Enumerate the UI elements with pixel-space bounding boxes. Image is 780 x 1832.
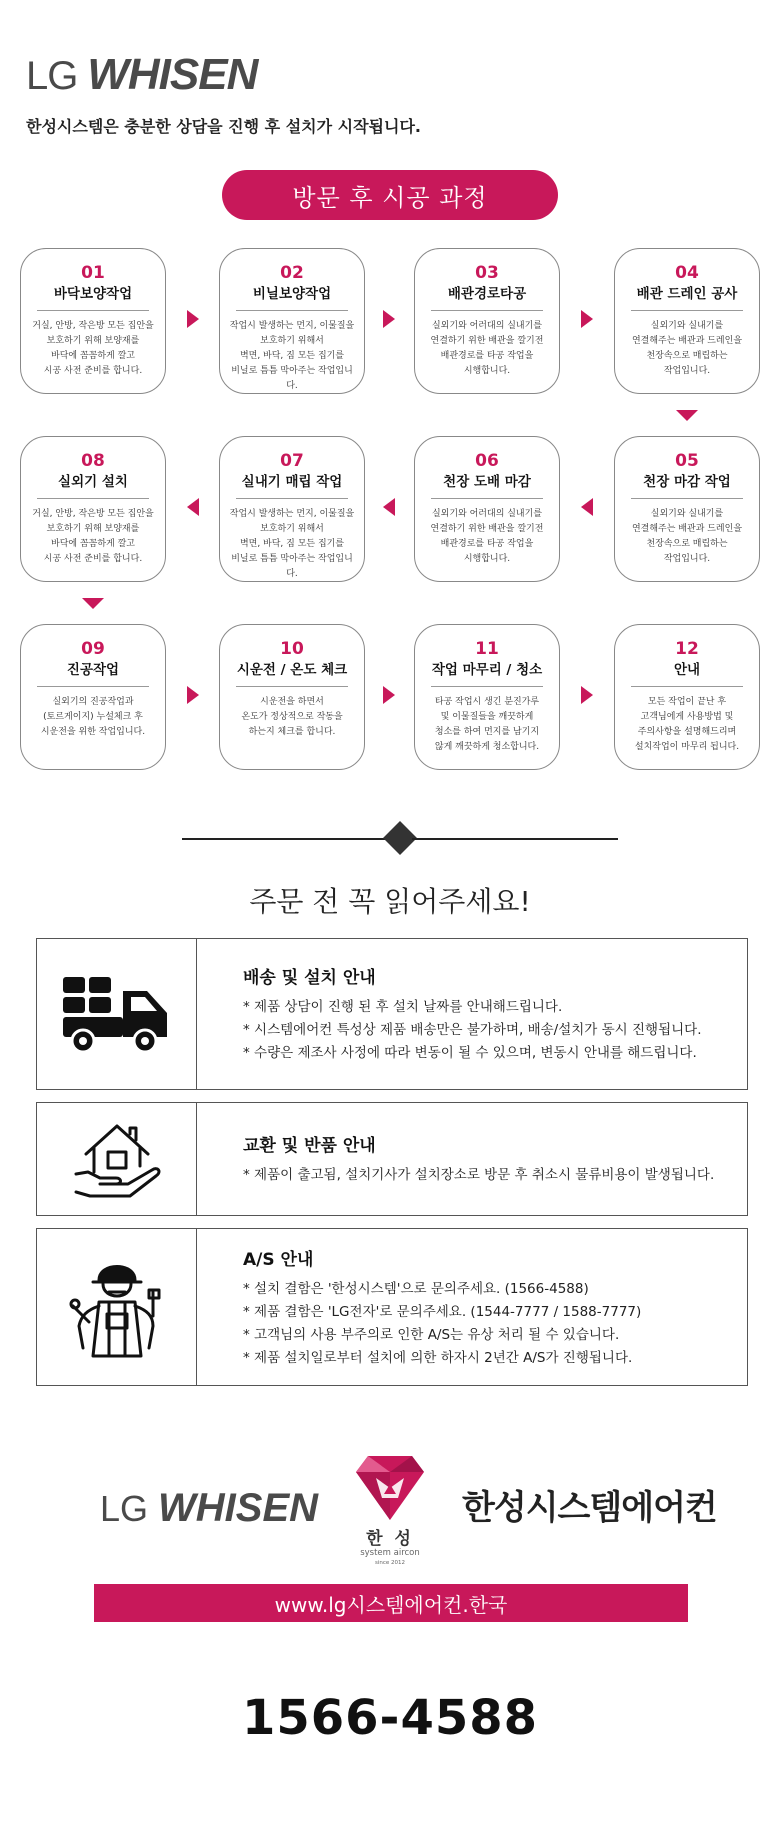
hansung-mark-name: 한 성 [366,1529,414,1549]
step-title: 안내 [673,662,701,678]
delivery-heading: 배송 및 설치 안내 [243,968,376,988]
step-description: 실외기와 실내기를 연결해주는 배관과 드레인을 천장속으로 매립하는 작업입니다. [631,321,743,376]
step-divider [431,686,543,687]
exchange-info-box [36,1102,748,1216]
step-number: 11 [475,639,499,659]
process-step-card [219,624,365,770]
arrow-right-icon [581,310,593,328]
step-title: 배관 드레인 공사 [636,286,738,302]
process-step-card [219,436,365,582]
house-hand-icon [37,1103,197,1215]
arrow-right-icon [187,686,199,704]
process-step-card [414,624,560,770]
step-title: 배관경로타공 [447,286,527,302]
arrow-right-icon [383,310,395,328]
notice-title: 주문 전 꼭 읽어주세요! [249,885,531,918]
step-title: 시운전 / 온도 체크 [236,662,348,678]
step-number: 08 [81,451,105,471]
as-line: * 제품 설치일로부터 설치에 의한 하자시 2년간 A/S가 진행됩니다. [243,1349,633,1366]
arrow-right-icon [383,686,395,704]
arrow-down-icon [82,598,104,609]
process-step-card [614,248,760,394]
exchange-line: * 제품이 출고됨, 설치기사가 설치장소로 방문 후 취소시 물류비용이 발생됩니다. [243,1167,715,1183]
step-description: 모든 작업이 끝난 후 고객님에게 사용방법 및 주의사항을 설명해드리며 설치작업이 마무리 됩니다. [634,697,740,752]
step-title: 천장 마감 작업 [643,474,731,490]
step-description: 작업시 발생하는 먼지, 이물질을 보호하기 위해서 벽면, 바닥, 짐 모든 집기를 비닐로 틈틈 막아주는 작업입니다. [229,321,355,391]
step-number: 04 [675,263,699,283]
as-line: * 제품 결함은 'LG전자'로 문의주세요. (1544-7777 / 1588-7777) [243,1303,642,1320]
logo-whisen-text: WHISEN [87,50,258,99]
logo-lg-text: LG [26,54,78,98]
footer-lg-whisen-logo [100,1486,318,1531]
step-title: 진공작업 [66,662,120,678]
step-description: 작업시 발생하는 먼지, 이물질을 보호하기 위해서 벽면, 바닥, 짐 모든 집기를 비닐로 틈틈 막아주는 작업입니다. [229,509,355,579]
process-step-card [219,248,365,394]
process-step-card [614,624,760,770]
delivery-line: * 제품 상담이 진행 된 후 설치 날짜를 안내해드립니다. [243,999,563,1015]
process-step-card [20,248,166,394]
step-number: 10 [280,639,304,659]
process-step-card [614,436,760,582]
step-number: 01 [81,263,105,283]
delivery-info-box [36,938,748,1090]
step-description: 거실, 안방, 작은방 모든 집안을 보호하기 위해 보양재를 바닥에 꼼꼼하게 깔고 시공 사전 준비를 합니다. [32,321,154,376]
as-line: * 고객님의 사용 부주의로 인한 A/S는 유상 처리 될 수 있습니다. [243,1326,620,1343]
arrow-left-icon [187,498,199,516]
worker-icon [37,1229,197,1385]
as-info-box [36,1228,748,1386]
step-divider [431,498,543,499]
step-divider [236,310,348,311]
divider-line-right [412,838,618,840]
step-title: 작업 마무리 / 청소 [431,662,543,678]
step-number: 03 [475,263,499,283]
step-description: 실외기와 실내기를 연결해주는 배관과 드레인을 천장속으로 매립하는 작업입니다. [631,509,743,564]
process-step-card [20,436,166,582]
hansung-mark-icon [354,1454,426,1526]
step-description: 타공 작업시 생긴 분진가루 및 이물질들을 깨끗하게 청소를 하여 먼지를 남기지 않게 깨끗하게 청소합니다. [434,697,540,752]
delivery-line: * 시스템에어컨 특성상 제품 배송만은 불가하며, 배송/설치가 동시 진행됩니다. [243,1022,702,1038]
step-title: 실내기 매립 작업 [241,474,343,490]
step-number: 09 [81,639,105,659]
as-heading: A/S 안내 [243,1249,314,1270]
process-title: 방문 후 시공 과정 [222,170,558,220]
hansung-mark-since: since 2012 [374,1560,406,1566]
footer-logo-lg-text: LG [100,1488,149,1529]
lg-whisen-logo [26,50,257,100]
delivery-line: * 수량은 제조사 사정에 따라 변동이 될 수 있으며, 변동시 안내를 해드립니다. [243,1045,697,1061]
step-title: 비닐보양작업 [252,286,332,302]
process-step-card [20,624,166,770]
arrow-right-icon [581,686,593,704]
step-divider [631,310,743,311]
divider-line-left [182,838,388,840]
phone-number[interactable]: 1566-4588 [241,1690,539,1746]
step-number: 12 [675,639,699,659]
step-number: 02 [280,263,304,283]
step-divider [37,686,149,687]
step-divider [37,310,149,311]
arrow-right-icon [187,310,199,328]
step-number: 06 [475,451,499,471]
footer-logo-whisen-text: WHISEN [158,1486,319,1530]
truck-icon [37,939,197,1089]
hansung-mark-subtitle: system aircon [360,1548,420,1558]
arrow-left-icon [581,498,593,516]
step-divider [236,498,348,499]
arrow-left-icon [383,498,395,516]
step-number: 05 [675,451,699,471]
as-line: * 설치 결함은 '한성시스템'으로 문의주세요. (1566-4588) [243,1280,589,1297]
arrow-down-icon [676,410,698,421]
website-url-link[interactable]: www.lg시스템에어컨.한국 [94,1584,688,1622]
step-description: 실외기의 진공작업과 (토르게이지) 누설체크 후 시운전을 위한 작업입니다. [40,697,146,737]
step-title: 천장 도배 마감 [443,474,531,490]
step-description: 실외기와 어러대의 실내기를 연결하기 위한 배관을 깔기전 배관경로를 타공 작업을 시행합니다. [430,509,544,564]
step-description: 거실, 안방, 작은방 모든 집안을 보호하기 위해 보양재를 바닥에 꼼꼼하게 깔고 시공 사전 준비를 합니다. [32,509,154,564]
step-title: 실외기 설치 [58,474,128,490]
step-divider [631,498,743,499]
step-divider [236,686,348,687]
step-number: 07 [280,451,304,471]
step-description: 실외기와 어러대의 실내기를 연결하기 위한 배관을 깔기전 배관경로를 타공 작업을 시행합니다. [430,321,544,376]
step-divider [631,686,743,687]
exchange-heading: 교환 및 반품 안내 [243,1136,376,1156]
process-step-card [414,248,560,394]
intro-text: 한성시스템은 충분한 상담을 진행 후 설치가 시작됩니다. [26,117,421,136]
step-divider [431,310,543,311]
step-divider [37,498,149,499]
step-title: 바닥보양작업 [53,286,133,302]
step-description: 시운전을 하면서 온도가 정상적으로 작동을 하는지 체크를 합니다. [241,697,343,737]
process-step-card [414,436,560,582]
company-name: 한성시스템에어컨 [462,1488,717,1528]
